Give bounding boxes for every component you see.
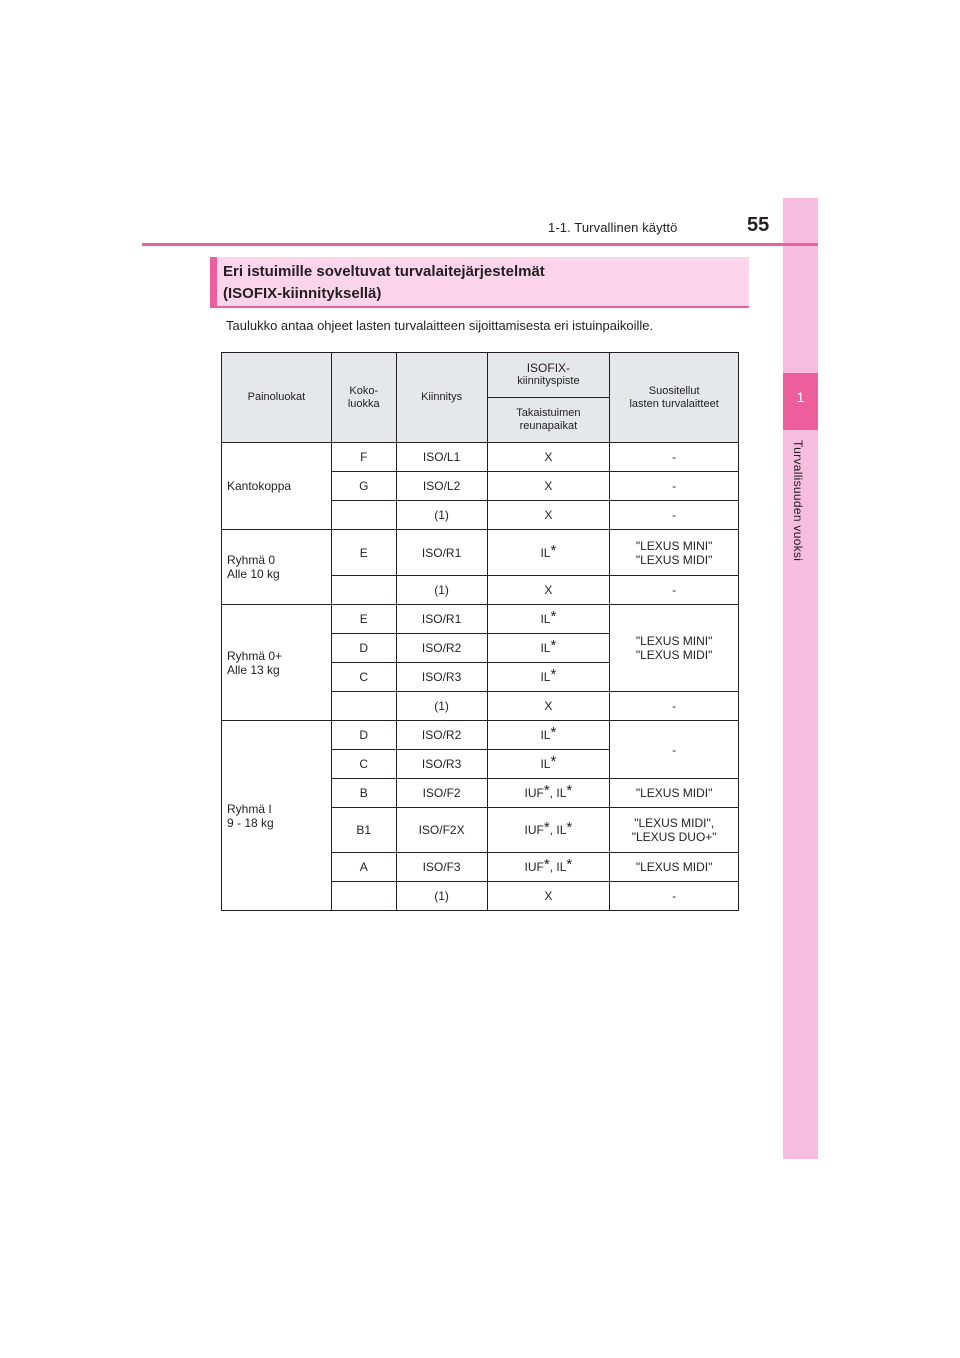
asterisk: *: [550, 637, 557, 654]
table-row: A ISO/F3 IUF*, IL* "LEXUS MIDI": [222, 853, 739, 882]
table-row: B ISO/F2 IUF*, IL* "LEXUS MIDI": [222, 779, 739, 808]
table-row: C ISO/R3 IL*: [222, 663, 739, 692]
header-size: Koko- luokka: [331, 353, 396, 443]
header-weight: Painoluokat: [222, 353, 332, 443]
running-header: 1-1. Turvallinen käyttö: [548, 220, 678, 235]
asterisk: *: [550, 753, 557, 770]
group-cell: Ryhmä 0 Alle 10 kg: [222, 530, 332, 605]
header-isofix: ISOFIX- kiinnityspiste: [487, 353, 610, 398]
group-cell: Ryhmä I 9 - 18 kg: [222, 721, 332, 911]
asterisk: *: [550, 666, 557, 683]
header-rule: [142, 243, 818, 246]
table-row: (1) X -: [222, 882, 739, 911]
section-title-line-1: Eri istuimille soveltuvat turvalaitejärjestelmät: [223, 263, 545, 280]
chapter-label: Turvallisuuden vuoksi: [791, 440, 805, 562]
table-row: Ryhmä 0 Alle 10 kg E ISO/R1 IL* "LEXUS MINI" "LEXUS MIDI": [222, 530, 739, 576]
page-number: 55: [747, 214, 770, 236]
header-outboard: Takaistuimen reunapaikat: [487, 398, 610, 443]
intro-text: Taulukko antaa ohjeet lasten turvalaitteen sijoittamisesta eri istuinpaikoille.: [226, 318, 654, 333]
asterisk: *: [550, 541, 557, 559]
header-fixture: Kiinnitys: [396, 353, 487, 443]
table-row: (1) X -: [222, 692, 739, 721]
section-title: [223, 261, 545, 305]
group-cell: Ryhmä 0+ Alle 13 kg: [222, 605, 332, 721]
table-row: (1) X -: [222, 576, 739, 605]
table-row: B1 ISO/F2X IUF*, IL* "LEXUS MIDI", "LEXUS DUO+": [222, 808, 739, 853]
group-cell: Kantokoppa: [222, 443, 332, 530]
asterisk: *: [550, 608, 557, 625]
table-row: (1) X -: [222, 501, 739, 530]
table-row: Kantokoppa F ISO/L1 X -: [222, 443, 739, 472]
header-recommended: Suositellut lasten turvalaitteet: [610, 353, 739, 443]
isofix-table: [221, 352, 739, 911]
table-row: Ryhmä I 9 - 18 kg D ISO/R2 IL* -: [222, 721, 739, 750]
table-row: D ISO/R2 IL*: [222, 634, 739, 663]
asterisk: *: [550, 724, 557, 741]
table-row: Ryhmä 0+ Alle 13 kg E ISO/R1 IL* "LEXUS MINI" "LEXUS MIDI": [222, 605, 739, 634]
chapter-side-strip: [783, 198, 818, 1159]
chapter-number: 1: [796, 389, 805, 405]
table-row: G ISO/L2 X -: [222, 472, 739, 501]
table-row: C ISO/R3 IL*: [222, 750, 739, 779]
section-title-line-2: (ISOFIX-kiinnityksellä): [223, 285, 382, 302]
